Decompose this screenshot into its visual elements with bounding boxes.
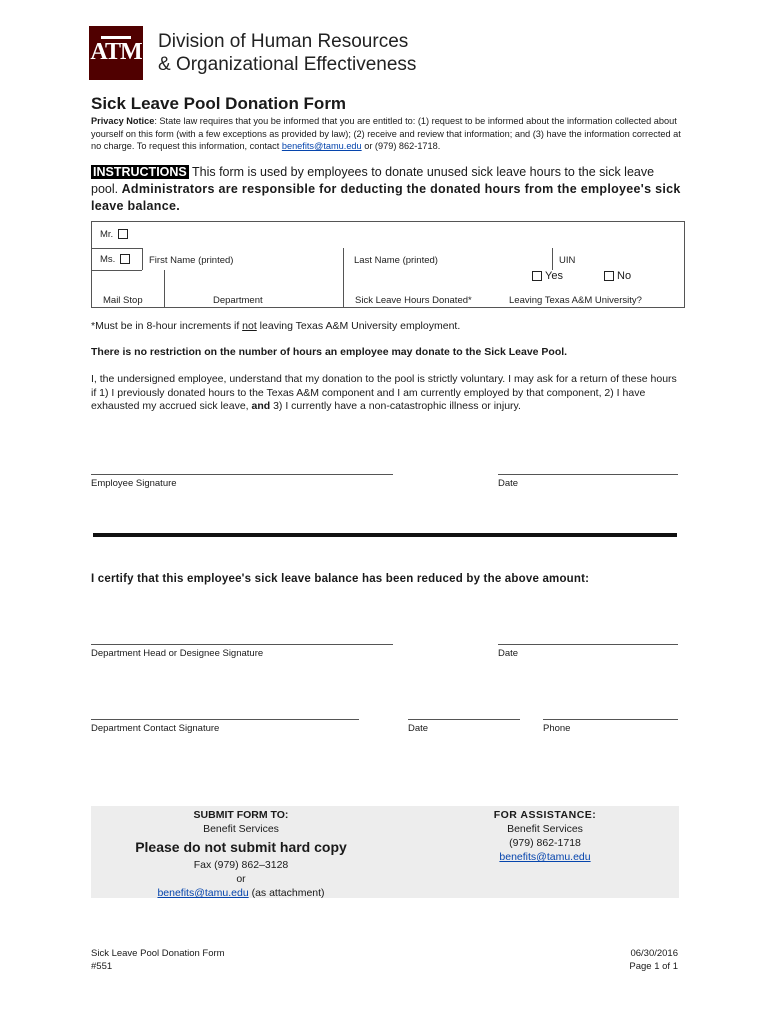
tamu-logo — [89, 26, 143, 80]
mail-stop-label: Mail Stop — [103, 295, 143, 306]
leaving-label: Leaving Texas A&M University? — [509, 295, 642, 306]
dept-head-date-line[interactable] — [498, 644, 678, 645]
no-option[interactable]: No — [604, 270, 631, 282]
section-divider — [93, 533, 677, 537]
no-restriction-statement: There is no restriction on the number of hours an employee may donate to the Sick Leave Pool. — [91, 346, 568, 358]
privacy-phone: or (979) 862-1718. — [361, 141, 441, 151]
table-divider — [552, 248, 553, 270]
submit-email-link[interactable]: benefits@tamu.edu — [157, 887, 249, 899]
instructions-tag: INSTRUCTIONS — [93, 165, 187, 179]
title-mr: Mr. — [100, 229, 128, 240]
dept-contact-signature-label: Department Contact Signature — [91, 723, 220, 734]
hours-donated-label: Sick Leave Hours Donated* — [355, 295, 472, 306]
assistance-to: Benefit Services — [507, 823, 583, 835]
employee-date-label: Date — [498, 478, 519, 489]
employee-info-table — [91, 221, 685, 308]
assistance-phone: (979) 862-1718 — [509, 837, 581, 849]
dept-contact-date-line[interactable] — [408, 719, 520, 720]
first-name-label: First Name (printed) — [149, 255, 234, 266]
org-line-1: Division of Human Resources — [158, 31, 409, 52]
organization-name — [158, 30, 416, 76]
dept-contact-phone-line[interactable] — [543, 719, 678, 720]
dept-head-date-label: Date — [498, 648, 519, 659]
dept-contact-phone-label: Phone — [543, 723, 571, 734]
privacy-email-link[interactable]: benefits@tamu.edu — [281, 141, 362, 151]
last-name-label: Last Name (printed) — [354, 255, 438, 266]
table-divider — [164, 270, 165, 308]
instructions-bold-text: Administrators are responsible for deducting the donated hours from the employee's sick leave balance. — [91, 182, 681, 213]
footer-right — [590, 947, 678, 973]
footer-form-name: Sick Leave Pool Donation Form — [91, 948, 225, 959]
certify-statement: I certify that this employee's sick leave balance has been reduced by the above amount: — [91, 573, 590, 585]
employee-signature-line[interactable] — [91, 474, 393, 475]
mr-checkbox[interactable] — [118, 229, 128, 239]
privacy-label: Privacy Notice — [91, 116, 155, 126]
footer-date: 06/30/2016 — [630, 948, 678, 959]
footer-page: Page 1 of 1 — [629, 961, 678, 972]
employee-date-line[interactable] — [498, 474, 678, 475]
footer-left — [91, 947, 225, 973]
privacy-notice — [91, 115, 681, 153]
assistance-heading: FOR ASSISTANCE: — [493, 809, 597, 821]
title-ms: Ms. — [100, 254, 130, 265]
yes-option[interactable]: Yes — [532, 270, 563, 282]
table-divider — [92, 248, 142, 249]
table-divider — [142, 248, 143, 270]
understanding-statement: I, the undersigned employee, understand that my donation to the pool is strictly voluntary. I may ask for a return of these hours if 1) I previously donated hours to the Texas A&M component and I am currently employed by that component, 2) I have exhausted my accrued sick leave, and 3) I currently have a non-catastrophic illness or injury. — [91, 373, 677, 412]
page-title: Sick Leave Pool Donation Form — [91, 94, 347, 113]
yes-checkbox[interactable] — [532, 271, 542, 281]
increment-note: *Must be in 8-hour increments if not leaving Texas A&M University employment. — [91, 320, 461, 332]
instructions — [91, 164, 681, 215]
dept-contact-date-label: Date — [408, 723, 429, 734]
privacy-text: : State law requires that you be informed that you are entitled to: (1) request to be informed about the information collected about yourself on this form (with a few exceptions as provided by law); (2) receive and review that information; and (3) have the information corrected at no charge. To request this information, contact — [91, 116, 681, 151]
submit-to: Benefit Services — [203, 823, 279, 835]
note-underlined: not — [242, 320, 257, 332]
no-hard-copy-notice: Please do not submit hard copy — [135, 839, 347, 855]
dept-contact-signature-line[interactable] — [91, 719, 359, 720]
footer-form-number: #551 — [91, 961, 113, 972]
ms-checkbox[interactable] — [120, 254, 130, 264]
submit-email-row: benefits@tamu.edu (as attachment) — [157, 887, 325, 899]
dept-head-signature-label: Department Head or Designee Signature — [91, 648, 264, 659]
instructions-text: This form is used by employees to donate unused sick leave hours to the sick leave pool. — [91, 165, 655, 196]
submit-fax: Fax (979) 862–3128 — [193, 859, 289, 871]
no-checkbox[interactable] — [604, 271, 614, 281]
department-label: Department — [213, 295, 263, 306]
uin-label: UIN — [559, 255, 576, 266]
submit-heading: SUBMIT FORM TO: — [193, 809, 289, 821]
table-divider — [343, 248, 344, 308]
org-line-2: & Organizational Effectiveness — [158, 54, 417, 75]
table-divider — [92, 270, 142, 271]
employee-signature-label: Employee Signature — [91, 478, 177, 489]
dept-head-signature-line[interactable] — [91, 644, 393, 645]
logo-text: ATM — [90, 39, 142, 65]
assistance-email-link[interactable]: benefits@tamu.edu — [499, 851, 591, 863]
assistance-section — [460, 808, 630, 864]
submit-or: or — [236, 873, 246, 885]
submit-section — [91, 808, 391, 900]
